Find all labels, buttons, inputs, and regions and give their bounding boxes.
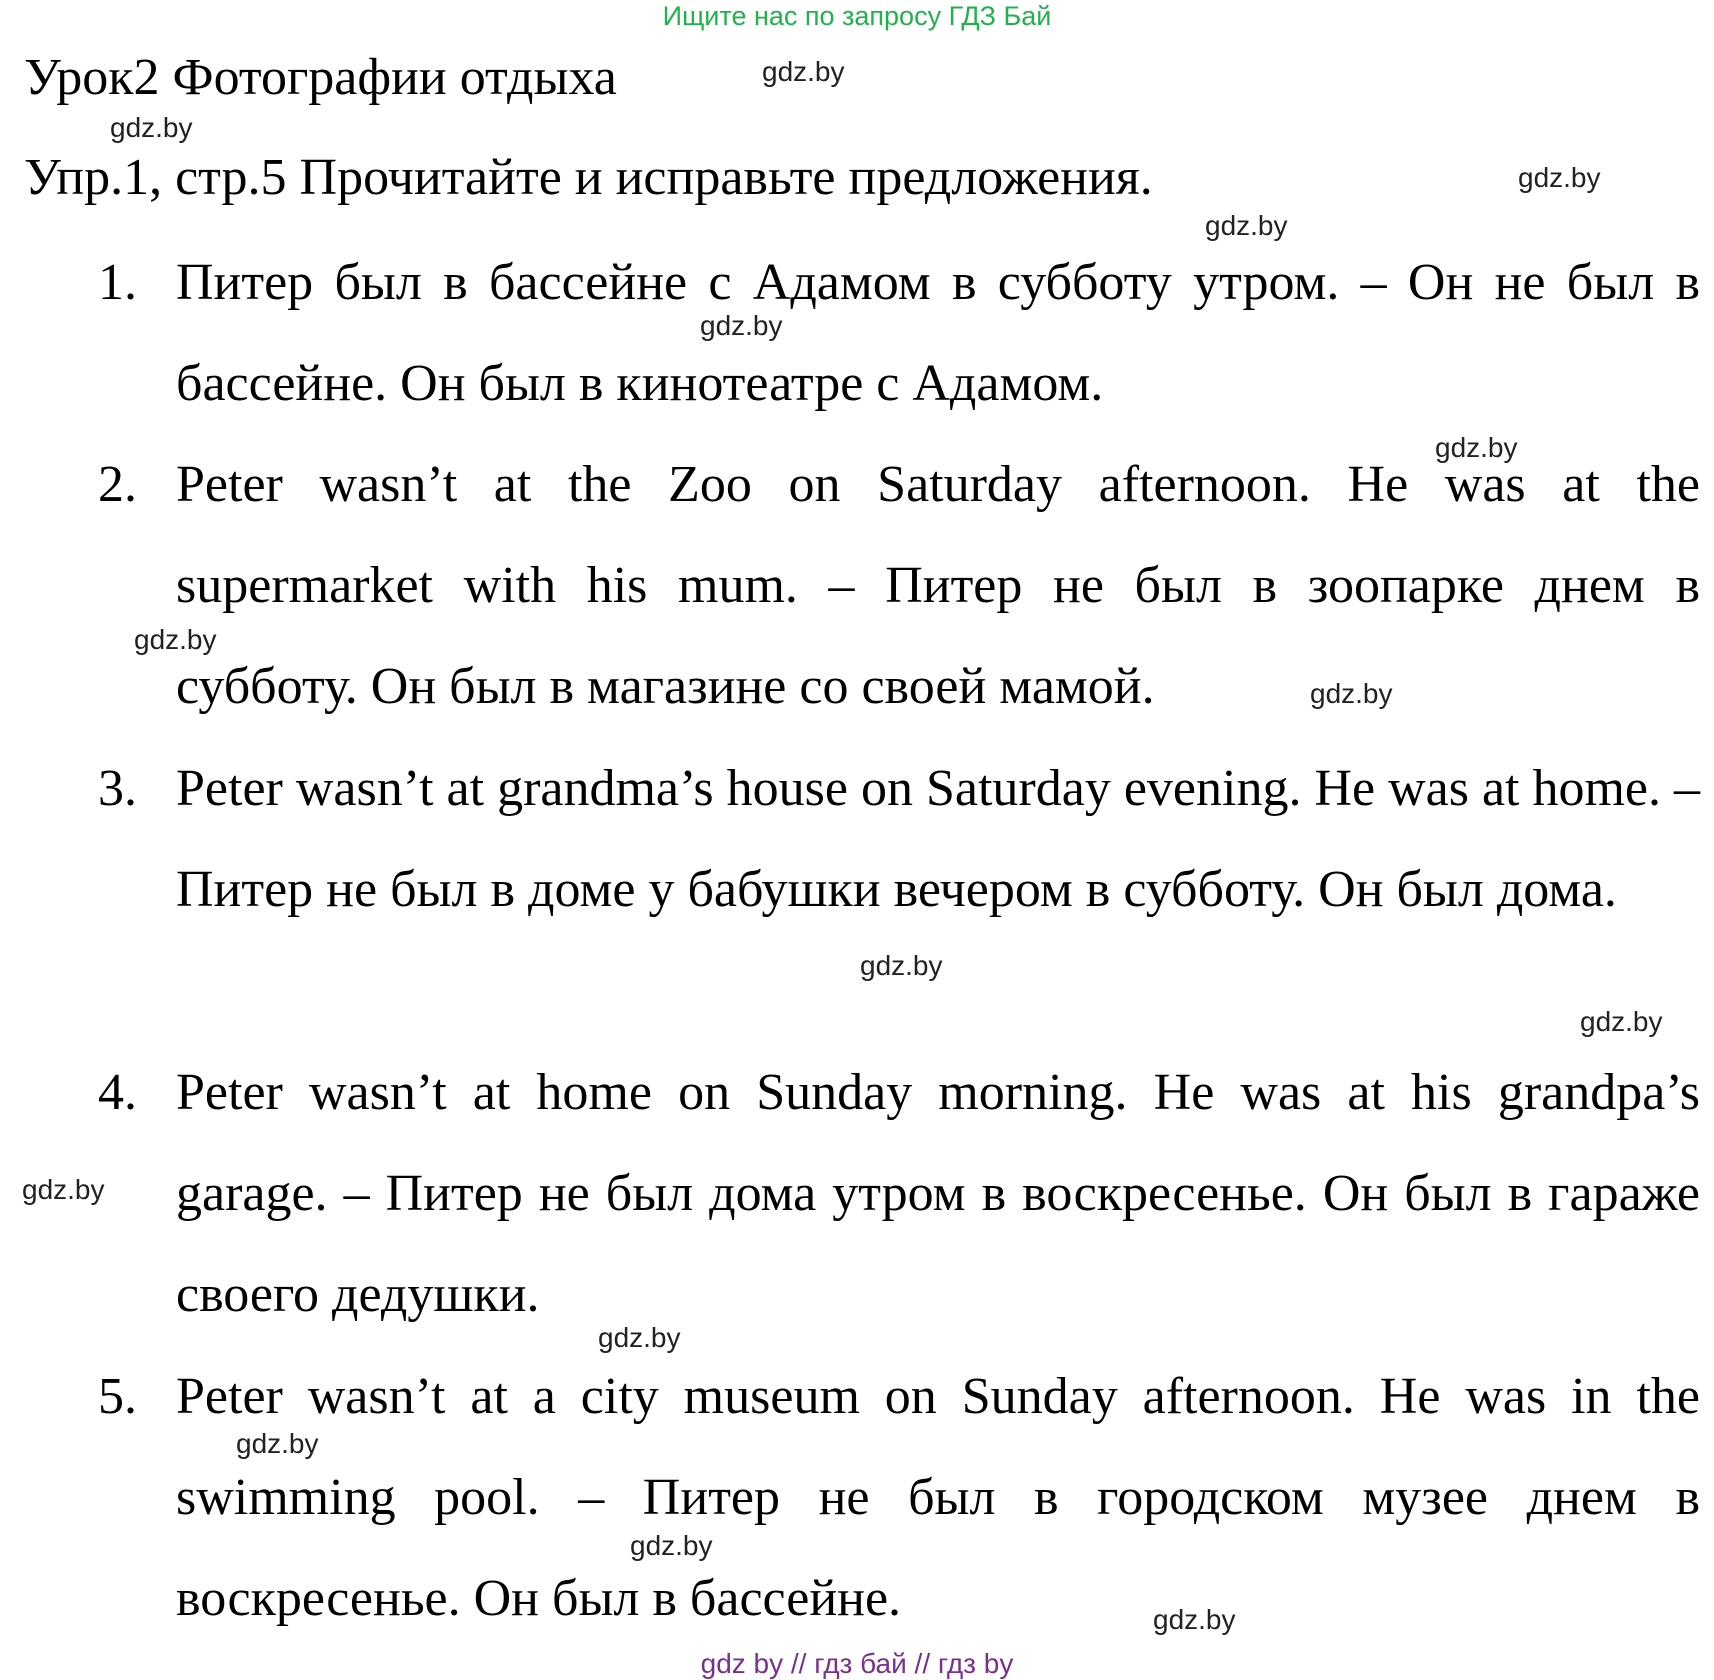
watermark: gdz.by [860,950,943,981]
answer-number: 1. [98,254,137,311]
watermark: gdz.by [1518,162,1601,193]
answer-text: Peter wasn’t at a city museum on Sunday afternoon. He was in the swimming pool. – Питер не был в городском музее днем в воскресенье. Он был в бассейне. [176,1368,1700,1627]
answer-number: 3. [98,760,137,817]
top-banner[interactable]: Ищите нас по запросу ГДЗ Бай [662,1,1052,31]
watermark: gdz.by [630,1530,713,1561]
exercise-title: Упр.1, стр.5 Прочитайте и исправьте предложения. [24,149,1153,206]
watermark: gdz.by [1205,210,1288,241]
answer-number: 5. [98,1368,137,1425]
footer-links[interactable]: gdz by // гдз бай // гдз by [700,1648,1014,1679]
watermark: gdz.by [1153,1604,1236,1635]
watermark: gdz.by [1435,432,1518,463]
lesson-title: Урок2 Фотографии отдыха [24,49,617,106]
answer-number: 4. [98,1064,137,1121]
answer-text: Peter wasn’t at home on Sunday morning. He was at his grandpa’s garage. – Питер не был дома утром в воскресенье. Он был в гараже своего дедушки. [176,1064,1700,1323]
watermark: gdz.by [762,56,845,87]
watermark: gdz.by [134,624,217,655]
answer-text: Peter wasn’t at grandma’s house on Saturday evening. He was at home. – Питер не был в доме у бабушки вечером в субботу. Он был дома. [176,760,1700,918]
watermark: gdz.by [110,112,193,143]
watermark: gdz.by [1580,1006,1663,1037]
watermark: gdz.by [700,310,783,341]
watermark: gdz.by [22,1174,105,1205]
answer-text: Питер был в бассейне с Адамом в субботу утром. – Он не был в бассейне. Он был в кинотеатре с Адамом. [176,254,1700,412]
answer-number: 2. [98,456,137,513]
watermark: gdz.by [598,1322,681,1353]
watermark: gdz.by [1310,678,1393,709]
answer-text: Peter wasn’t at the Zoo on Saturday afternoon. He was at the supermarket with his mum. – Питер не был в зоопарке днем в субботу. Он был в магазине со своей мамой. [176,456,1700,715]
watermark: gdz.by [236,1428,319,1459]
